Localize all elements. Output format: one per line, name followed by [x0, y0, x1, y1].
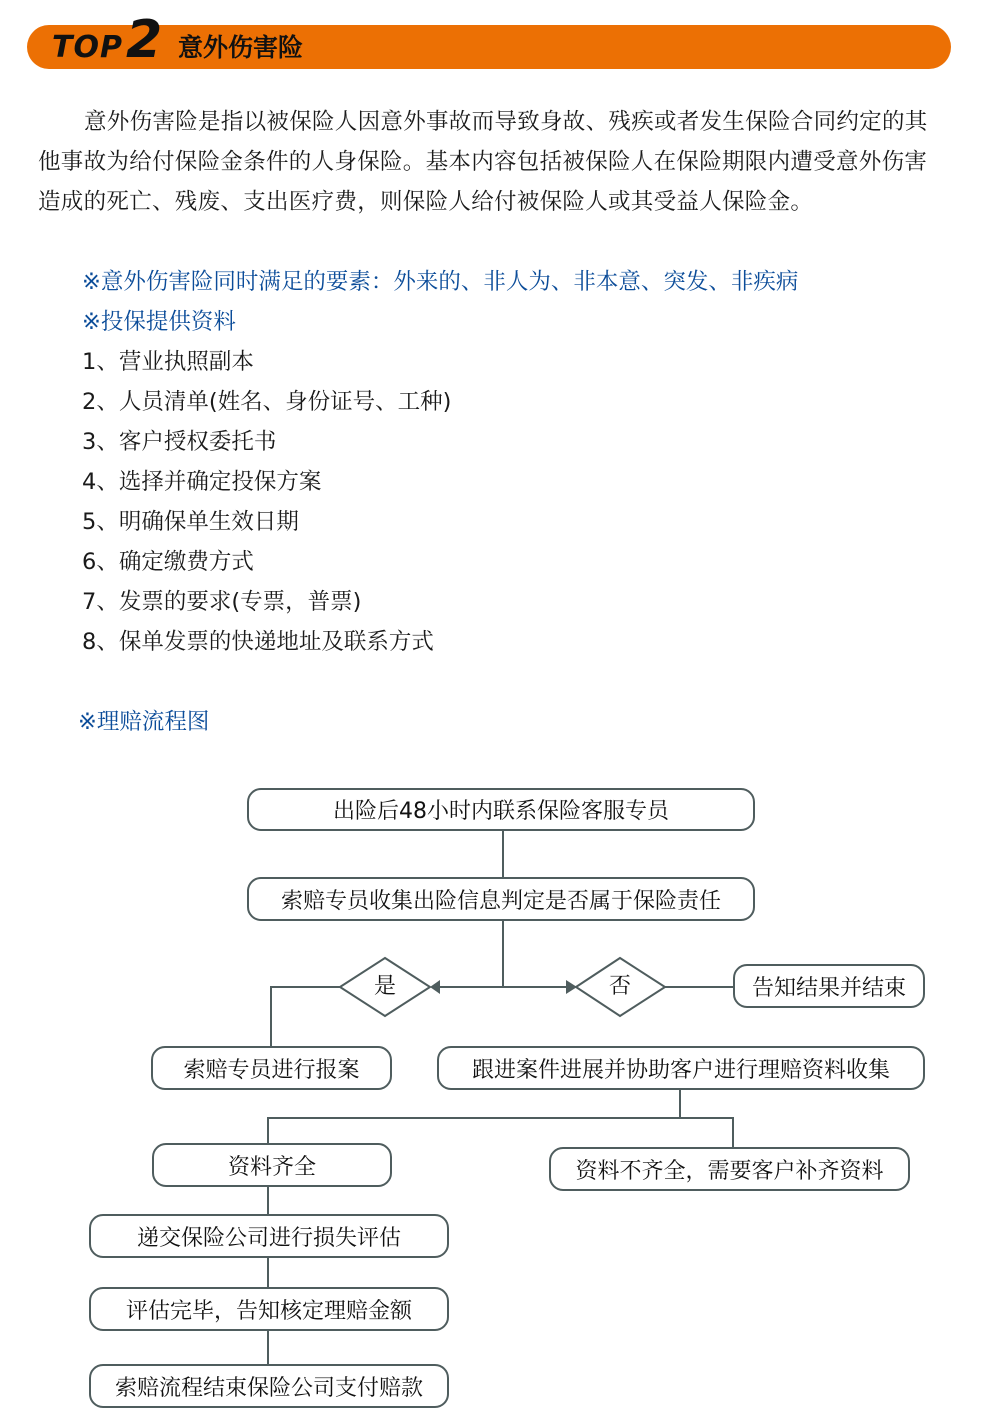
node-report: 索赔专员进行报案 — [151, 1046, 392, 1090]
node-payout: 索赔流程结束保险公司支付赔款 — [89, 1364, 449, 1408]
flowchart-heading: ※理赔流程图 — [78, 709, 210, 735]
arrow-left-icon — [430, 980, 440, 994]
list-item: 5、明确保单生效日期 — [82, 509, 299, 535]
node-incomplete: 资料不齐全，需要客户补齐资料 — [549, 1147, 910, 1191]
node-notify-end: 告知结果并结束 — [733, 964, 925, 1008]
list-item: 8、保单发票的快递地址及联系方式 — [82, 629, 434, 655]
decision-no: 否 — [608, 974, 631, 999]
intro-paragraph: 意外伤害险是指以被保险人因意外事故而导致身故、残疾或者发生保险合同约定的其他事故为给付保险金条件的人身保险。基本内容包括被保险人在保险期限内遭受意外伤害造成的死亡、残废、支出医疗费，则保险人给付被保险人或其受益人保险金。 — [38, 109, 928, 215]
node-submit: 递交保险公司进行损失评估 — [89, 1214, 449, 1258]
node-contact: 出险后48小时内联系保险客服专员 — [247, 788, 755, 831]
banner-title: 意外伤害险 — [178, 33, 304, 62]
node-follow-up: 跟进案件进展并协助客户进行理赔资料收集 — [437, 1046, 925, 1090]
arrow-right-icon — [566, 980, 577, 994]
node-complete: 资料齐全 — [152, 1143, 392, 1187]
list-item: 7、发票的要求(专票，普票) — [82, 589, 362, 615]
list-item: 1、营业执照副本 — [82, 349, 254, 375]
banner-top-label: TOP — [52, 30, 123, 65]
list-item: 6、确定缴费方式 — [82, 549, 254, 575]
elements-note: ※意外伤害险同时满足的要素：外来的、非人为、非本意、突发、非疾病 — [82, 269, 799, 295]
banner-rank-number: 2 — [126, 10, 163, 70]
list-item: 3、客户授权委托书 — [82, 429, 277, 455]
node-judge: 索赔专员收集出险信息判定是否属于保险责任 — [247, 877, 755, 921]
list-item: 4、选择并确定投保方案 — [82, 469, 322, 495]
materials-heading: ※投保提供资料 — [82, 309, 236, 335]
node-assessed: 评估完毕，告知核定理赔金额 — [89, 1287, 449, 1331]
list-item: 2、人员清单(姓名、身份证号、工种) — [82, 389, 452, 415]
decision-yes: 是 — [373, 974, 396, 999]
